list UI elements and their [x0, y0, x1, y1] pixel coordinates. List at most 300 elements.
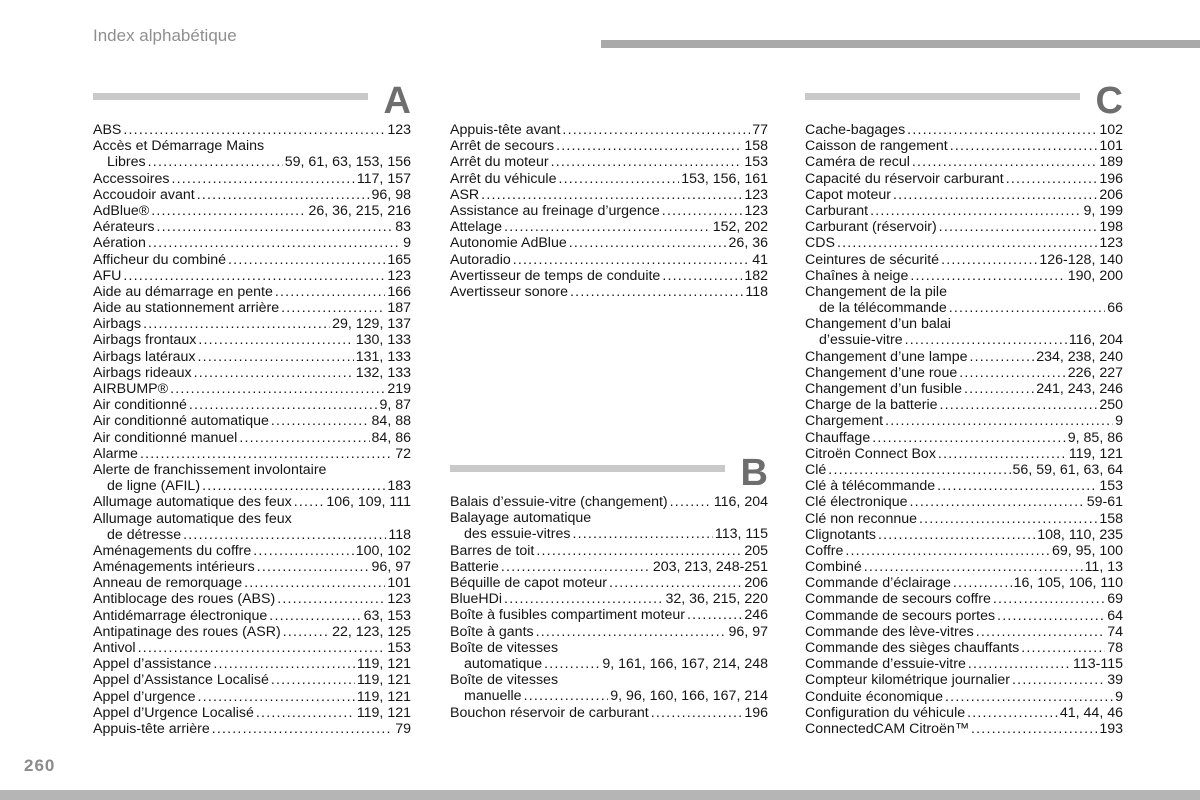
index-entry — [450, 672, 768, 688]
entry-pages: 101 — [387, 575, 411, 592]
entry-label: AdBlue® — [93, 202, 150, 219]
entry-pages: 101 — [1099, 138, 1123, 155]
entry-pages: 26, 36, 215, 216 — [308, 202, 411, 219]
entry-label: Changement d’une lampe — [805, 348, 968, 365]
dot-leader — [271, 413, 370, 429]
entry-label: Autoradio — [450, 251, 511, 268]
index-entry — [805, 672, 1123, 688]
index-entry — [93, 527, 411, 543]
dot-leader — [872, 430, 1066, 446]
dot-leader — [228, 252, 385, 268]
entry-label: Caméra de recul — [805, 154, 910, 171]
entry-label: Alerte de franchissement involontaire — [93, 461, 327, 478]
entry-label: Commande de secours coffre — [805, 591, 991, 608]
entry-label: Alarme — [93, 445, 138, 462]
entry-label: Appel d’assistance — [93, 656, 212, 673]
entry-pages: 96, 97 — [728, 623, 768, 640]
entry-pages: 123 — [387, 122, 411, 138]
dot-leader — [123, 122, 385, 138]
index-entry — [805, 559, 1123, 575]
entry-label: Changement d’une roue — [805, 364, 958, 381]
dot-leader — [562, 122, 750, 138]
index-entry — [805, 640, 1123, 656]
entry-label: Arrêt de secours — [450, 138, 555, 155]
entry-pages: 119, 121 — [356, 672, 411, 689]
entry-label: Carburant (réservoir) — [805, 219, 937, 236]
entry-label: Appel d’urgence — [93, 688, 196, 705]
dot-leader — [140, 446, 393, 462]
dot-leader — [964, 381, 1034, 397]
dot-leader — [967, 705, 1058, 721]
entry-pages: 59, 61, 63, 153, 156 — [284, 154, 411, 171]
entry-pages: 130, 133 — [355, 332, 411, 349]
entry-pages: 41 — [752, 251, 768, 268]
entry-label: Charge de la batterie — [805, 397, 938, 414]
entry-label: Boîte à gants — [450, 623, 534, 640]
entry-label: Carburant — [805, 202, 869, 219]
dot-leader — [198, 332, 353, 348]
entry-pages: 9 — [1115, 413, 1123, 430]
index-entry — [450, 494, 768, 510]
index-entry — [93, 381, 411, 397]
index-entry — [93, 446, 411, 462]
entry-label: Libres — [107, 154, 146, 171]
index-entry — [805, 300, 1123, 316]
index-entry — [450, 688, 768, 704]
dot-leader — [953, 575, 1012, 591]
entry-label: Airbags rideaux — [93, 364, 192, 381]
index-entry — [93, 284, 411, 300]
dot-leader — [239, 430, 369, 446]
entry-pages: 152, 202 — [712, 219, 768, 236]
index-entry — [805, 624, 1123, 640]
section-letter: A — [383, 80, 411, 122]
dot-leader — [556, 138, 742, 154]
index-entry — [805, 171, 1123, 187]
entry-label: Appuis-tête avant — [450, 122, 561, 138]
entry-label: Arrêt du véhicule — [450, 170, 557, 187]
entry-pages: 9 — [403, 235, 411, 252]
dot-leader — [940, 397, 1098, 413]
index-column-1 — [93, 80, 411, 737]
index-entry — [805, 608, 1123, 624]
index-section-A — [93, 80, 411, 737]
entry-pages: 108, 110, 235 — [1037, 526, 1123, 543]
entry-label: Antivol — [93, 640, 136, 656]
entry-label: Avertisseur de temps de conduite — [450, 267, 661, 284]
dot-leader — [197, 187, 370, 203]
entry-pages: 9, 96, 160, 166, 167, 214 — [610, 688, 768, 705]
entry-pages: 123 — [387, 267, 411, 284]
index-entry — [93, 575, 411, 591]
entry-pages: 219 — [387, 381, 411, 397]
entry-label: Aide au stationnement arrière — [93, 300, 280, 317]
entry-label: Airbags frontaux — [93, 332, 197, 349]
index-entry — [450, 252, 768, 268]
entry-label: Commande d’essuie-vitre — [805, 656, 966, 673]
entry-pages: 206 — [744, 575, 768, 591]
entry-pages: 119, 121 — [356, 688, 411, 705]
entry-label: Bouchon réservoir de carburant — [450, 704, 649, 721]
entry-pages: 69 — [1107, 591, 1123, 608]
entry-pages: 84, 88 — [371, 413, 411, 430]
index-entry — [450, 656, 768, 672]
index-entry — [805, 219, 1123, 235]
index-entry — [93, 268, 411, 284]
entry-label: Chaînes à neige — [805, 267, 909, 284]
dot-leader — [993, 591, 1105, 607]
entry-label: Boîte de vitesses — [450, 639, 559, 656]
entry-pages: 123 — [744, 186, 768, 203]
entry-label: Assistance au freinage d’urgence — [450, 202, 660, 219]
entry-pages: 79 — [395, 720, 411, 737]
index-entry — [450, 154, 768, 170]
dot-leader — [971, 721, 1097, 737]
entry-pages: 153, 156, 161 — [681, 170, 768, 187]
index-entry — [450, 705, 768, 721]
entry-pages: 153 — [1099, 478, 1123, 495]
entry-pages: 32, 36, 215, 220 — [665, 591, 768, 608]
entry-pages: 123 — [387, 591, 411, 608]
entry-label: Appuis-tête arrière — [93, 720, 210, 737]
index-entry — [93, 705, 411, 721]
dot-leader — [257, 559, 370, 575]
entry-pages: 39 — [1107, 672, 1123, 689]
entry-label: Clé — [805, 461, 827, 478]
index-entry — [93, 171, 411, 187]
entry-pages: 29, 129, 137 — [332, 316, 411, 333]
dot-leader — [183, 527, 386, 543]
index-entry — [450, 575, 768, 591]
entry-pages: 118 — [388, 526, 411, 543]
index-entry — [93, 640, 411, 656]
entry-pages: 84, 86 — [371, 429, 411, 446]
dot-leader — [558, 171, 679, 187]
entry-label: Attelage — [450, 219, 503, 236]
entry-label: Air conditionné manuel — [93, 429, 238, 446]
entry-label: Clé non reconnue — [805, 510, 918, 527]
entry-label: Commande de secours portes — [805, 607, 996, 624]
dot-leader — [244, 575, 385, 591]
entry-label: Béquille de capot moteur — [450, 575, 607, 591]
entry-pages: 131, 133 — [355, 348, 411, 365]
entry-pages: 78 — [1107, 640, 1123, 656]
dot-leader — [941, 252, 1037, 268]
entry-label: ConnectedCAM Citroën™ — [805, 720, 970, 737]
dot-leader — [570, 284, 743, 300]
entry-label: Allumage automatique des feux — [93, 494, 292, 511]
index-entry — [93, 672, 411, 688]
entry-pages: 205 — [744, 542, 768, 559]
index-entry — [93, 559, 411, 575]
entry-pages: 246 — [744, 607, 768, 624]
index-section-B — [450, 452, 768, 721]
dot-leader — [269, 608, 361, 624]
section-letter: C — [1095, 80, 1123, 122]
index-entry — [450, 268, 768, 284]
dot-leader — [536, 543, 742, 559]
entry-label: Avertisseur sonore — [450, 283, 569, 300]
entry-label: Air conditionné automatique — [93, 413, 269, 430]
dot-leader — [123, 268, 385, 284]
dot-leader — [569, 235, 727, 251]
entry-label: Aération — [93, 235, 146, 252]
index-section-continued — [450, 88, 768, 300]
entry-pages: 241, 243, 246 — [1036, 381, 1123, 397]
index-entry — [93, 413, 411, 429]
entry-label: Antiblocage des roues (ABS) — [93, 591, 276, 608]
index-entry — [805, 575, 1123, 591]
index-entry — [805, 543, 1123, 559]
dot-leader — [256, 705, 355, 721]
entry-pages: 116, 204 — [713, 494, 768, 511]
dot-leader — [138, 640, 386, 656]
entry-pages: 158 — [744, 138, 768, 155]
index-entry — [805, 591, 1123, 607]
index-entry — [805, 365, 1123, 381]
index-entry — [93, 462, 411, 478]
dot-leader — [937, 478, 1097, 494]
dot-leader — [837, 235, 1097, 251]
index-entry — [805, 252, 1123, 268]
entry-label: Changement d’un fusible — [805, 381, 962, 397]
entry-list — [805, 122, 1123, 737]
index-entry — [805, 527, 1123, 543]
dot-leader — [501, 559, 651, 575]
entry-label: des essuie-vitres — [464, 526, 571, 543]
entry-pages: 119, 121 — [356, 704, 411, 721]
dot-leader — [253, 543, 354, 559]
index-entry — [93, 154, 411, 170]
index-entry — [93, 235, 411, 251]
section-header — [450, 452, 768, 495]
index-entry — [93, 122, 411, 138]
dot-leader — [687, 607, 742, 623]
entry-pages: 132, 133 — [355, 364, 411, 381]
entry-list — [450, 494, 768, 721]
dot-leader — [194, 365, 354, 381]
entry-label: Clé à télécommande — [805, 478, 936, 495]
index-entry — [805, 381, 1123, 397]
index-entry — [805, 284, 1123, 300]
dot-leader — [910, 494, 1085, 510]
entry-label: Cache-bagages — [805, 122, 906, 138]
entry-pages: 59-61 — [1086, 494, 1123, 511]
dot-leader — [481, 187, 742, 203]
index-entry — [93, 252, 411, 268]
entry-pages: 117, 157 — [356, 170, 411, 187]
entry-pages: 9, 85, 86 — [1067, 429, 1123, 446]
entry-label: Aérateurs — [93, 219, 155, 236]
entry-pages: 153 — [387, 640, 411, 656]
entry-label: Compteur kilométrique journalier — [805, 672, 1011, 689]
entry-label: d’essuie-vitre — [819, 332, 903, 349]
entry-pages: 126-128, 140 — [1039, 251, 1123, 268]
entry-pages: 153 — [744, 154, 768, 171]
entry-pages: 96, 98 — [371, 186, 411, 203]
dot-leader — [513, 252, 750, 268]
dot-leader — [536, 624, 727, 640]
dot-leader — [907, 122, 1097, 138]
entry-label: Caisson de rangement — [805, 138, 948, 155]
dot-leader — [148, 235, 401, 251]
entry-label: de ligne (AFIL) — [107, 478, 201, 495]
section-divider-bar — [805, 93, 1080, 100]
entry-label: Conduite économique — [805, 688, 944, 705]
entry-pages: 226, 227 — [1067, 364, 1123, 381]
dot-leader — [939, 219, 1098, 235]
entry-label: Appel d’Assistance Localisé — [93, 672, 269, 689]
dot-leader — [662, 268, 742, 284]
index-entry — [450, 559, 768, 575]
entry-label: Chauffage — [805, 429, 871, 446]
entry-pages: 118 — [745, 283, 768, 300]
entry-pages: 182 — [744, 267, 768, 284]
dot-leader — [968, 656, 1071, 672]
index-entry — [450, 510, 768, 526]
entry-label: Commande des sièges chauffants — [805, 640, 1020, 656]
index-entry — [93, 656, 411, 672]
entry-label: Changement de la pile — [805, 283, 947, 300]
index-column-3 — [805, 80, 1123, 737]
entry-pages: 22, 123, 125 — [332, 623, 411, 640]
index-entry — [93, 187, 411, 203]
entry-label: Afficheur du combiné — [93, 251, 227, 268]
index-entry — [805, 138, 1123, 154]
dot-leader — [212, 721, 394, 737]
dot-leader — [905, 332, 1067, 348]
dot-leader — [275, 284, 385, 300]
dot-leader — [143, 316, 330, 332]
entry-list — [93, 122, 411, 737]
entry-pages: 9, 161, 166, 167, 214, 248 — [602, 655, 768, 672]
entry-pages: 189 — [1099, 154, 1123, 171]
entry-label: Air conditionné — [93, 397, 187, 414]
index-entry — [805, 268, 1123, 284]
index-entry — [450, 607, 768, 623]
index-entry — [805, 332, 1123, 348]
dot-leader — [157, 219, 394, 235]
index-entry — [805, 494, 1123, 510]
entry-label: Citroën Connect Box — [805, 445, 936, 462]
index-entry — [805, 154, 1123, 170]
entry-pages: 9 — [1115, 688, 1123, 705]
index-entry — [805, 462, 1123, 478]
dot-leader — [281, 300, 385, 316]
entry-label: Barres de toit — [450, 542, 535, 559]
index-entry — [805, 689, 1123, 705]
section-letter: B — [740, 452, 768, 495]
dot-leader — [189, 397, 378, 413]
entry-pages: 158 — [1099, 510, 1123, 527]
entry-label: de la télécommande — [819, 300, 947, 317]
entry-pages: 64 — [1107, 607, 1123, 624]
entry-label: Aménagements intérieurs — [93, 559, 255, 576]
index-entry — [450, 138, 768, 154]
entry-pages: 187 — [387, 300, 411, 317]
top-decoration-bar — [601, 40, 1200, 48]
index-entry — [450, 122, 768, 138]
index-entry — [93, 138, 411, 154]
entry-label: Ceintures de sécurité — [805, 251, 940, 268]
dot-leader — [294, 494, 325, 510]
dot-leader — [504, 591, 663, 607]
entry-label: AFU — [93, 267, 122, 284]
entry-pages: 119, 121 — [1068, 445, 1123, 462]
entry-pages: 77 — [752, 122, 768, 138]
entry-pages: 113, 115 — [714, 526, 768, 543]
entry-pages: 102 — [1099, 122, 1123, 138]
index-entry — [805, 122, 1123, 138]
entry-pages: 9, 87 — [379, 397, 411, 414]
dot-leader — [828, 462, 1010, 478]
entry-label: AIRBUMP® — [93, 381, 169, 397]
entry-label: automatique — [464, 655, 543, 672]
entry-label: Configuration du véhicule — [805, 704, 966, 721]
entry-label: Balayage automatique — [450, 510, 592, 527]
index-column-2 — [450, 88, 768, 721]
index-entry — [93, 219, 411, 235]
entry-label: manuelle — [464, 688, 522, 705]
entry-label: Aménagements du coffre — [93, 542, 252, 559]
entry-pages: 183 — [387, 478, 411, 495]
entry-pages: 56, 59, 61, 63, 64 — [1012, 461, 1123, 478]
entry-pages: 100, 102 — [355, 542, 411, 559]
entry-pages: 72 — [395, 445, 411, 462]
index-entry — [93, 608, 411, 624]
index-entry — [450, 203, 768, 219]
entry-label: Capacité du réservoir carburant — [805, 170, 1004, 187]
entry-pages: 190, 200 — [1067, 267, 1123, 284]
entry-label: CDS — [805, 235, 835, 252]
entry-pages: 123 — [1099, 235, 1123, 252]
entry-label: Commande d’éclairage — [805, 575, 951, 592]
section-header — [93, 80, 411, 122]
entry-label: Boîte de vitesses — [450, 672, 559, 689]
index-entry — [93, 203, 411, 219]
index-entry — [93, 721, 411, 737]
index-entry — [805, 203, 1123, 219]
index-entry — [805, 478, 1123, 494]
index-entry — [450, 171, 768, 187]
entry-pages: 113-115 — [1073, 656, 1123, 673]
dot-leader — [504, 219, 711, 235]
entry-pages: 119, 121 — [356, 656, 411, 673]
index-entry — [805, 235, 1123, 251]
entry-pages: 66 — [1107, 300, 1123, 317]
entry-label: Capot moteur — [805, 186, 891, 203]
entry-label: Antipatinage des roues (ASR) — [93, 623, 281, 640]
index-entry — [93, 430, 411, 446]
index-entry — [805, 430, 1123, 446]
entry-list — [450, 122, 768, 300]
entry-label: BlueHDi — [450, 591, 503, 608]
index-entry — [93, 316, 411, 332]
dot-leader — [938, 446, 1067, 462]
entry-pages: 26, 36 — [728, 235, 768, 252]
dot-leader — [551, 154, 743, 170]
dot-leader — [919, 511, 1097, 527]
dot-leader — [277, 591, 385, 607]
entry-pages: 196 — [1099, 170, 1123, 187]
index-entry — [93, 624, 411, 640]
dot-leader — [912, 154, 1097, 170]
dot-leader — [1012, 672, 1105, 688]
index-entry — [93, 332, 411, 348]
entry-pages: 206 — [1099, 186, 1123, 203]
dot-leader — [170, 381, 385, 397]
entry-label: Changement d’un balai — [805, 316, 951, 333]
